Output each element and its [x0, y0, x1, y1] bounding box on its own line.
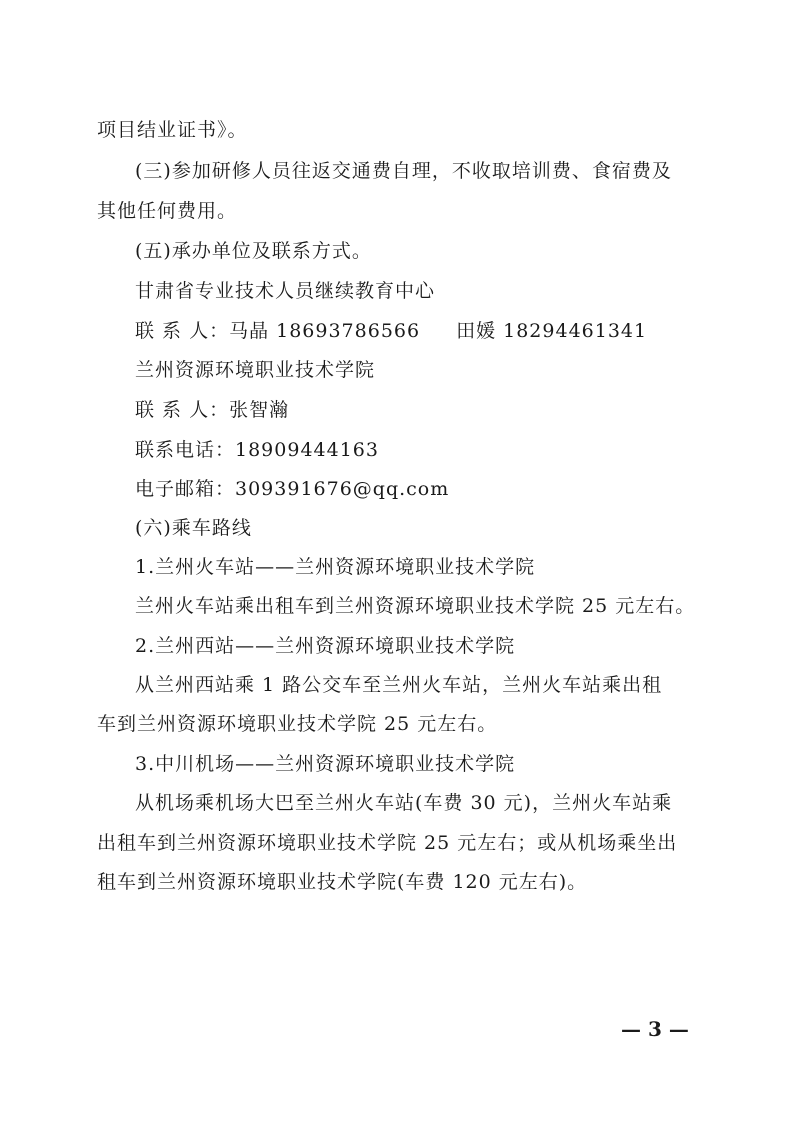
route-3-detail-line-1: 从机场乘机场大巴至兰州火车站(车费 30 元)，兰州火车站乘	[135, 792, 673, 814]
contact-person-2: 田媛 18294461341	[456, 320, 648, 342]
route-3-detail-line-2: 出租车到兰州资源环境职业技术学院 25 元左右；或从机场乘坐出	[97, 832, 678, 854]
route-2-detail-line-1: 从兰州西站乘 1 路公交车至兰州火车站，兰州火车站乘出租	[135, 674, 663, 696]
paragraph-line-2: (三)参加研修人员往返交通费自理，不收取培训费、食宿费及	[135, 160, 672, 182]
paragraph-line-3: 其他任何费用。	[97, 200, 238, 222]
paragraph-line-1: 项目结业证书》。	[97, 119, 248, 141]
route-3-detail-line-3: 租车到兰州资源环境职业技术学院(车费 120 元左右)。	[97, 871, 588, 893]
contact-person-1: 联 系 人：马晶 18693786566	[135, 320, 421, 342]
route-2-title: 2.兰州西站——兰州资源环境职业技术学院	[135, 635, 516, 657]
organizer-name-2: 兰州资源环境职业技术学院	[135, 359, 376, 381]
organizer-name-1: 甘肃省专业技术人员继续教育中心	[135, 280, 436, 302]
route-1-detail: 兰州火车站乘出租车到兰州资源环境职业技术学院 25 元左右。	[135, 595, 696, 617]
page-number: — 3 —	[621, 1017, 689, 1041]
section-heading-five: (五)承办单位及联系方式。	[135, 240, 372, 262]
contact-phone: 联系电话：18909444163	[135, 439, 379, 461]
section-heading-six: (六)乘车路线	[135, 517, 252, 539]
contact-person-line-1	[135, 319, 647, 343]
contact-email: 电子邮箱：309391676@qq.com	[135, 478, 450, 500]
route-3-title: 3.中川机场——兰州资源环境职业技术学院	[135, 753, 516, 775]
route-1-title: 1.兰州火车站——兰州资源环境职业技术学院	[135, 556, 536, 578]
route-2-detail-line-2: 车到兰州资源环境职业技术学院 25 元左右。	[97, 713, 498, 735]
contact-person-line-2: 联 系 人：张智瀚	[135, 399, 290, 421]
